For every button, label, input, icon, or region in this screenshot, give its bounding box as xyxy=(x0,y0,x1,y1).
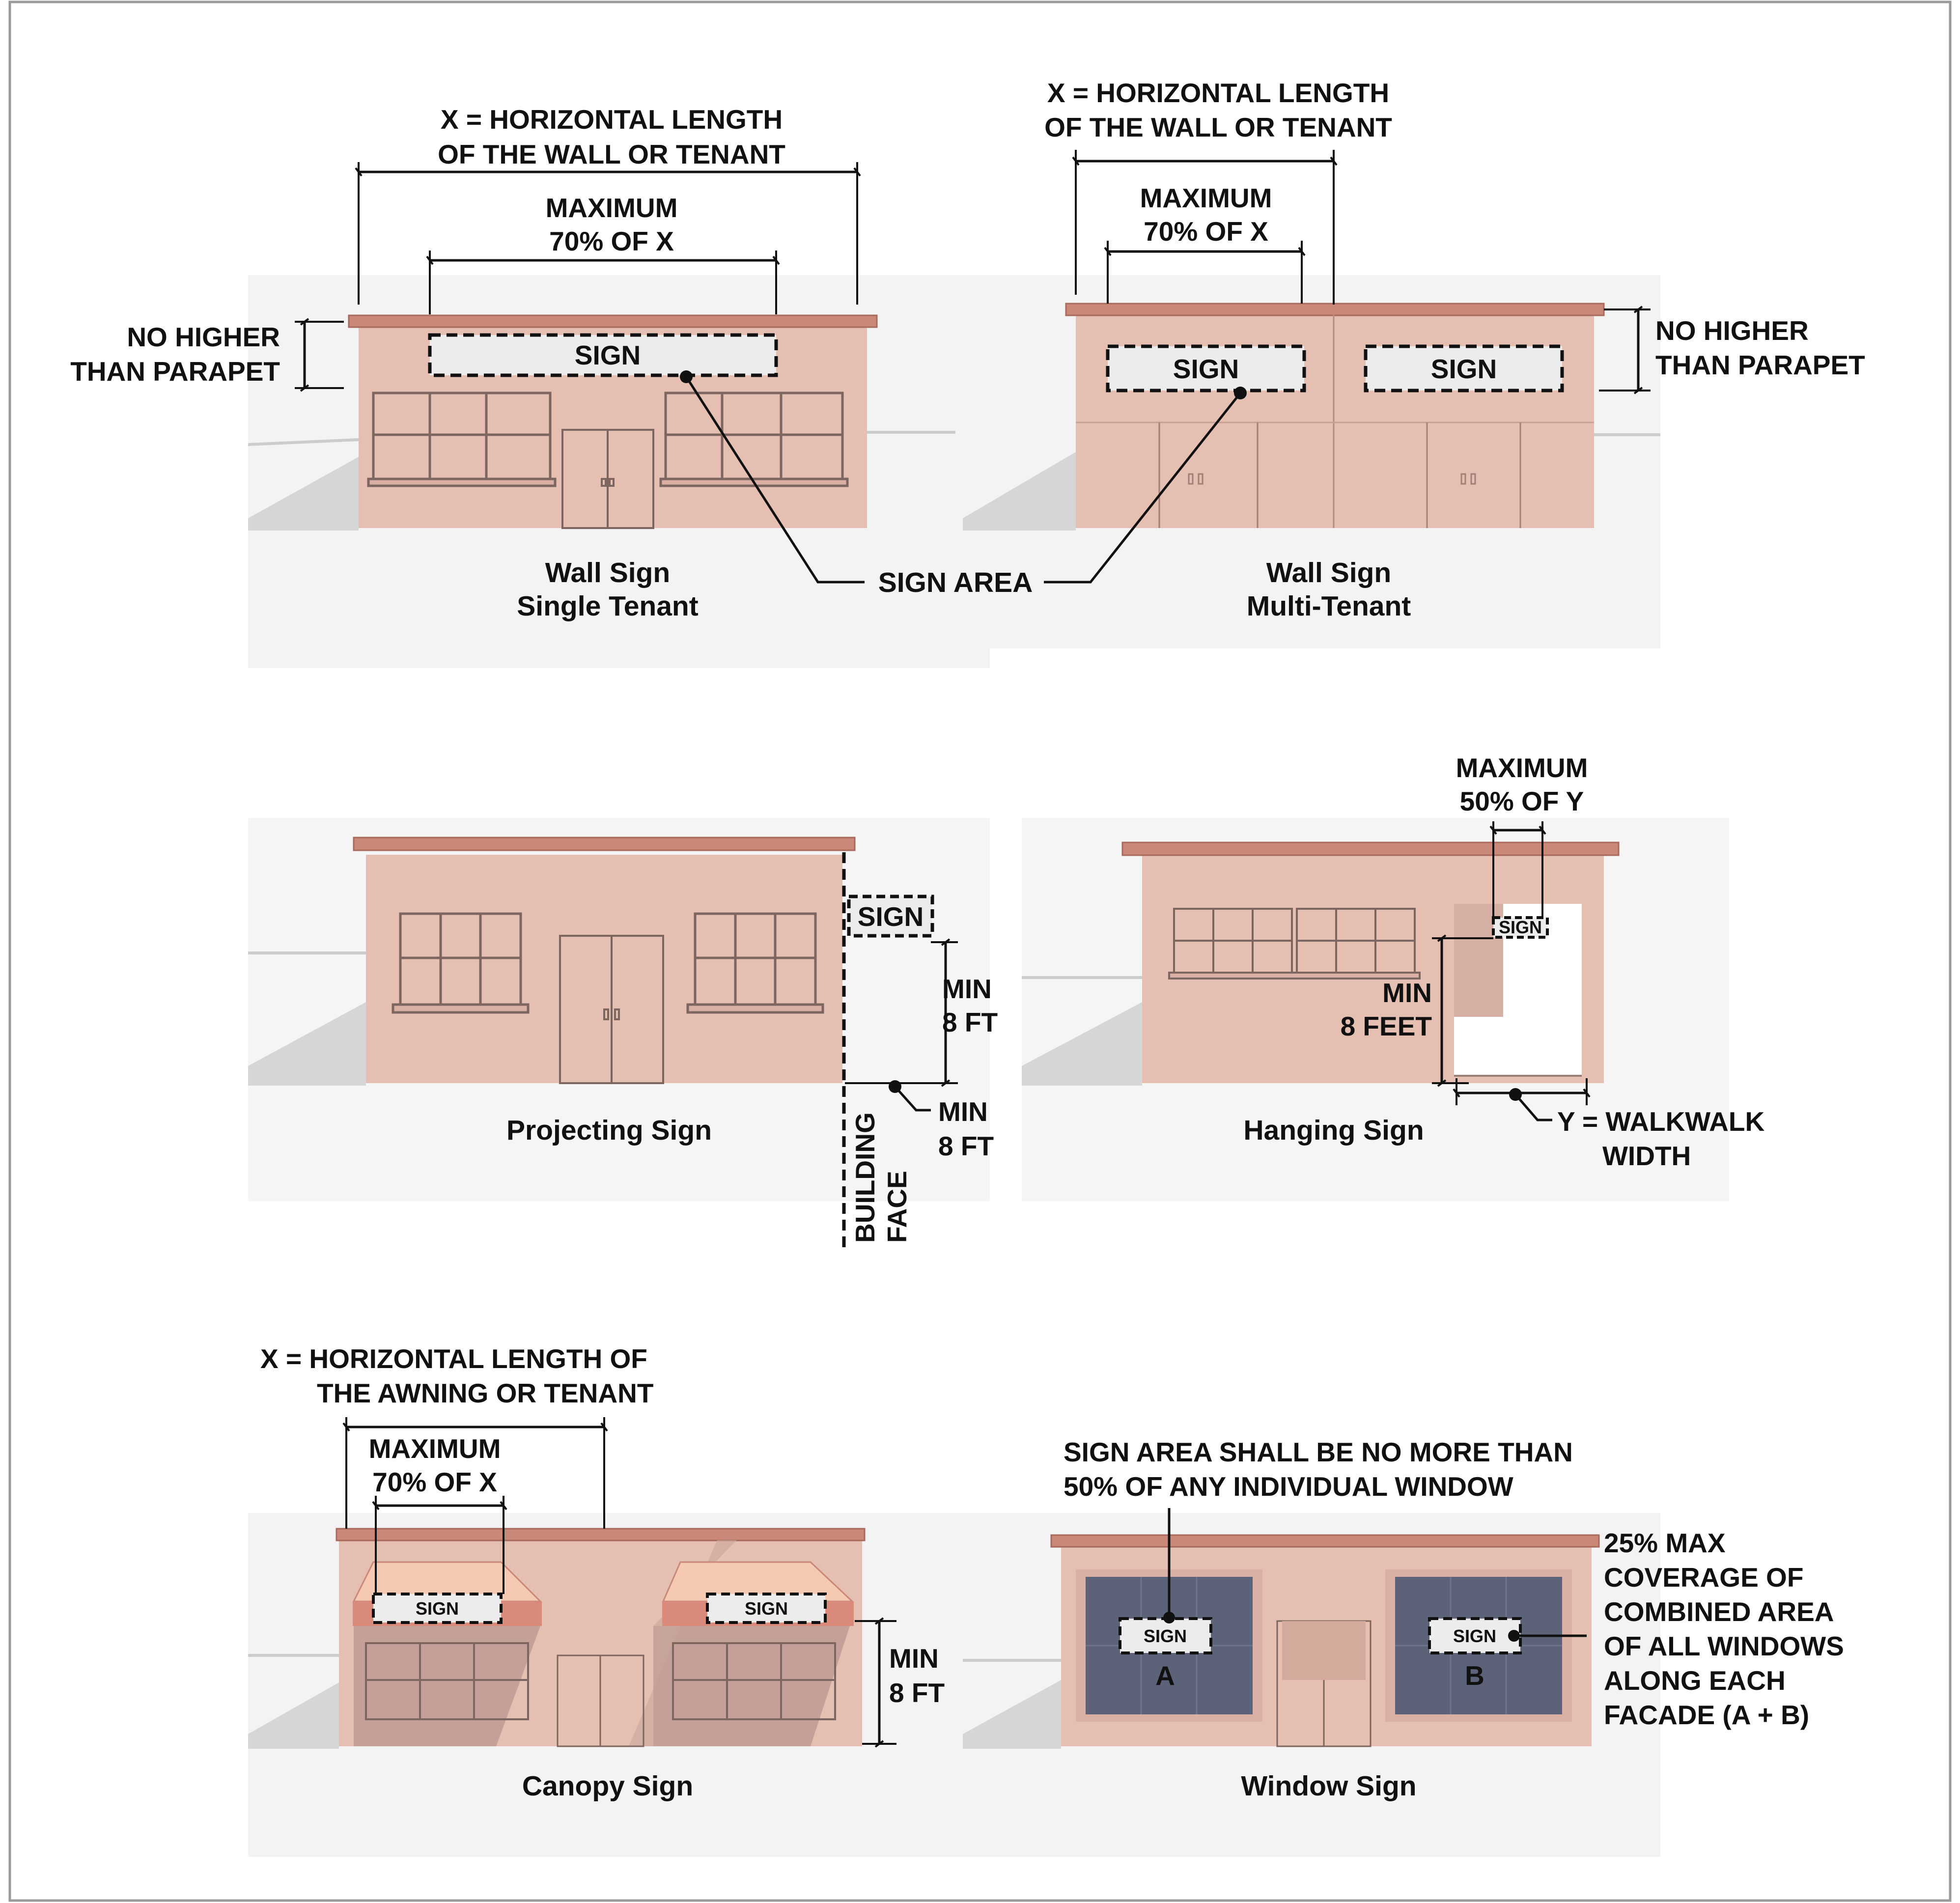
note-line-2: 50% OF ANY INDIVIDUAL WINDOW xyxy=(1064,1471,1513,1502)
wall-sign-left-label: SIGN xyxy=(1173,354,1239,384)
dim-x-label-1: X = HORIZONTAL LENGTH OF xyxy=(260,1343,647,1374)
max-label-2: 50% OF Y xyxy=(1459,786,1584,816)
dim-max-label-2: 70% OF X xyxy=(372,1467,497,1497)
building-wall xyxy=(366,855,842,1083)
parapet xyxy=(1066,304,1604,315)
sign-area-label: SIGN AREA xyxy=(878,567,1033,598)
window-sign-b-label: SIGN xyxy=(1453,1626,1497,1646)
projection-label-1: MIN xyxy=(938,1096,988,1127)
caption-line-2: Multi-Tenant xyxy=(1246,590,1411,622)
hanging-sign-panel xyxy=(1022,753,1764,1201)
caption: Canopy Sign xyxy=(522,1770,694,1802)
dim-max-label-1: MAXIMUM xyxy=(545,193,678,223)
dim-max-label-1: MAXIMUM xyxy=(368,1433,501,1464)
clearance-label-1: MIN xyxy=(942,974,992,1004)
dim-x-label-1: X = HORIZONTAL LENGTH xyxy=(1047,78,1390,108)
hanging-sign-label: SIGN xyxy=(1498,917,1542,937)
parapet-label-2: THAN PARAPET xyxy=(70,356,280,387)
coverage-line-4: OF ALL WINDOWS xyxy=(1604,1631,1844,1661)
canopy-sign-right-label: SIGN xyxy=(744,1598,788,1619)
projecting-sign-panel xyxy=(248,818,998,1248)
caption: Hanging Sign xyxy=(1243,1115,1424,1146)
clearance-label-2: 8 FT xyxy=(942,1007,998,1037)
dim-x-label-1: X = HORIZONTAL LENGTH xyxy=(440,104,783,135)
clearance-label-1: MIN xyxy=(1382,978,1432,1008)
parapet xyxy=(349,315,877,327)
window-sign-a-label: SIGN xyxy=(1143,1626,1187,1646)
window-a-label: A xyxy=(1155,1660,1175,1691)
building-face-label-1: BUILDING xyxy=(850,1112,880,1243)
caption: Window Sign xyxy=(1241,1770,1417,1802)
coverage-line-6: FACADE (A + B) xyxy=(1604,1700,1810,1730)
window-b-label: B xyxy=(1465,1660,1484,1691)
walkway-label-2: WIDTH xyxy=(1602,1141,1691,1171)
parapet-label-1: NO HIGHER xyxy=(1655,315,1809,346)
caption-line-1: Wall Sign xyxy=(545,557,671,588)
dim-max-label-2: 70% OF X xyxy=(549,226,674,256)
wall-sign-right-label: SIGN xyxy=(1430,354,1497,384)
parapet-label-1: NO HIGHER xyxy=(127,322,280,352)
parapet xyxy=(1051,1535,1599,1547)
parapet xyxy=(354,838,855,850)
dim-x-label-2: OF THE WALL OR TENANT xyxy=(438,139,785,169)
dim-x-label-2: OF THE WALL OR TENANT xyxy=(1044,112,1392,142)
projection-label-2: 8 FT xyxy=(938,1131,994,1161)
building-face-label-2: FACE xyxy=(882,1171,912,1243)
coverage-line-3: COMBINED AREA xyxy=(1604,1596,1834,1627)
caption: Projecting Sign xyxy=(506,1115,712,1146)
clearance-label-2: 8 FEET xyxy=(1340,1011,1432,1041)
dim-max-label-1: MAXIMUM xyxy=(1140,183,1272,213)
parapet-label-2: THAN PARAPET xyxy=(1655,350,1865,380)
building-wall xyxy=(1076,312,1594,528)
canopy-sign-left-label: SIGN xyxy=(415,1598,459,1619)
coverage-line-2: COVERAGE OF xyxy=(1604,1562,1804,1593)
caption-line-2: Single Tenant xyxy=(517,590,699,622)
walkway-label-1: Y = WALKWALK xyxy=(1557,1106,1765,1137)
wall-sign-label: SIGN xyxy=(574,340,641,370)
parapet xyxy=(1122,842,1619,855)
dim-max-label-2: 70% OF X xyxy=(1144,216,1268,247)
dim-x-label-2: THE AWNING OR TENANT xyxy=(317,1378,654,1408)
coverage-line-1: 25% MAX xyxy=(1604,1528,1726,1558)
coverage-line-5: ALONG EACH xyxy=(1604,1665,1786,1696)
parapet xyxy=(336,1529,865,1540)
clearance-label-2: 8 FT xyxy=(889,1678,945,1708)
clearance-label-1: MIN xyxy=(889,1643,939,1674)
caption-line-1: Wall Sign xyxy=(1266,557,1392,588)
note-line-1: SIGN AREA SHALL BE NO MORE THAN xyxy=(1064,1437,1573,1467)
projecting-sign-label: SIGN xyxy=(857,901,924,932)
max-label-1: MAXIMUM xyxy=(1456,753,1588,783)
